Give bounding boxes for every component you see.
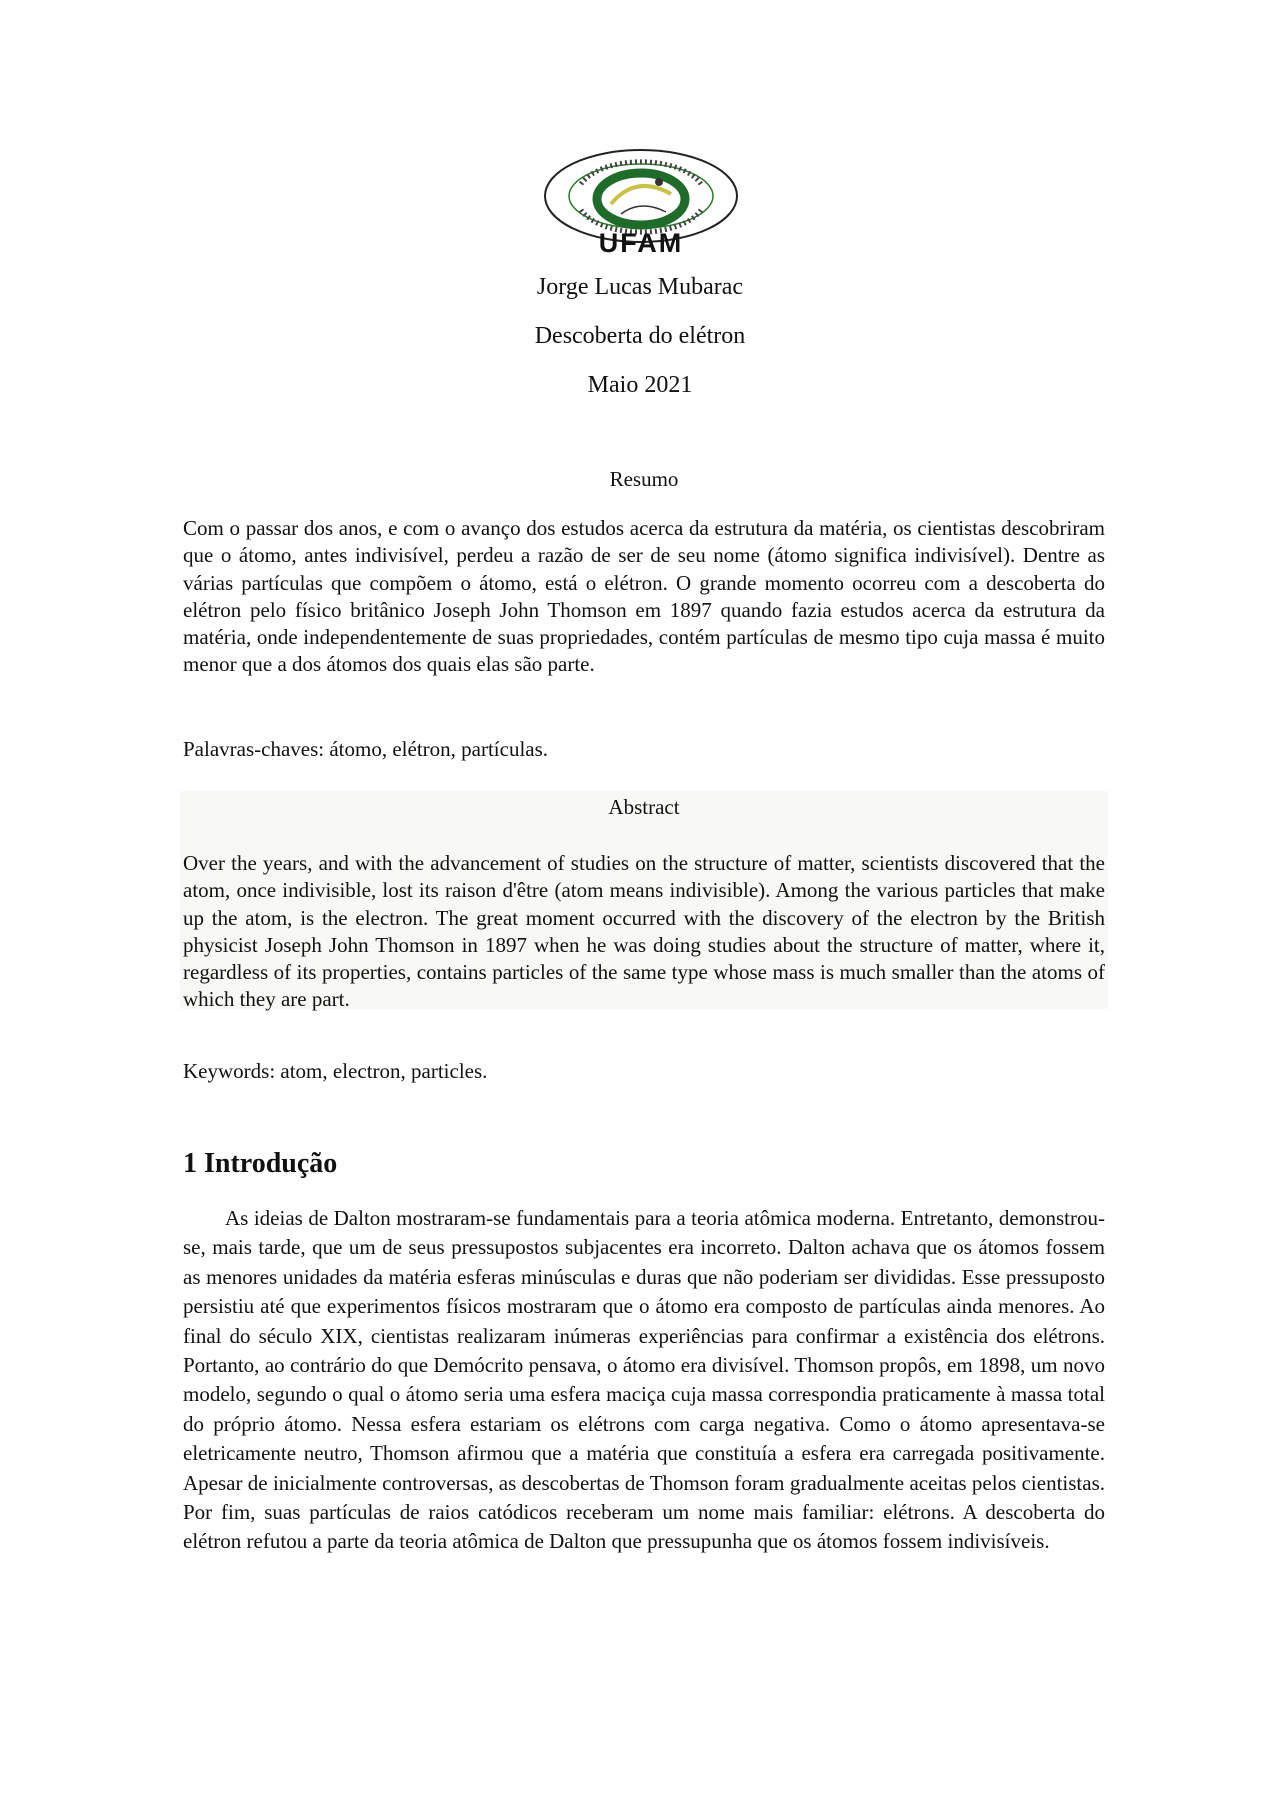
author-name: Jorge Lucas Mubarac [536, 274, 744, 300]
resumo-heading: Resumo [609, 467, 679, 491]
resumo-keywords: Palavras-chaves: átomo, elétron, partículas. [183, 737, 549, 761]
abstract-keywords: Keywords: atom, electron, particles. [183, 1059, 488, 1083]
paper-date: Maio 2021 [587, 372, 693, 398]
abstract-heading: Abstract [608, 795, 680, 819]
resumo-body: Com o passar dos anos, e com o avanço dos estudos acerca da estrutura da matéria, os cientistas descobriram que o átomo, antes indivisível, perdeu a razão de ser de seu nome (átomo significa indivisível). Dentre as várias partículas que compõem o átomo, está o elétron. O grande momento ocorreu com a descoberta do elétron pelo físico britânico Joseph John Thomson em 1897 quando fazia estudos acerca da estrutura da matéria, onde independentemente de suas propriedades, contém partículas de mesmo tipo cuja massa é muito menor que a dos átomos dos quais elas são parte. [183, 516, 1105, 677]
abstract-body: Over the years, and with the advancement of studies on the structure of matter, scientists discovered that the atom, once indivisible, lost its raison d'être (atom means indivisible). Among the various particles that make up the atom, is the electron. The great moment occurred with the discovery of the electron by the British physicist Joseph John Thomson in 1897 when he was doing studies about the structure of matter, where it, regardless of its properties, contains particles of the same type whose mass is much smaller than the atoms of which they are part. [183, 851, 1105, 1012]
section-heading-introduction: 1 Introdução [183, 1148, 338, 1179]
introduction-body: As ideias de Dalton mostraram-se fundamentais para a teoria atômica moderna. Entretanto, demonstrou-se, mais tarde, que um de seus pressupostos subjacentes era incorreto. Dalton achava que os átomos fossem as menores unidades da matéria esferas minúsculas e duras que não poderiam ser divididas. Esse pressuposto persistiu até que experimentos físicos mostraram que o átomo era composto de partículas ainda menores. Ao final do século XIX, cientistas realizaram inúmeras experiências para confirmar a existência dos elétrons. Portanto, ao contrário do que Demócrito pensava, o átomo era divisível. Thomson propôs, em 1898, um novo modelo, segundo o qual o átomo seria uma esfera maciça cuja massa correspondia praticamente à massa total do próprio átomo. Nessa esfera estariam os elétrons com carga negativa. Como o átomo apresentava-se eletricamente neutro, Thomson afirmou que a matéria que constituía a esfera era carregada positivamente. Apesar de inicialmente controversas, as descobertas de Thomson foram gradualmente aceitas pelos cientistas. Por fim, suas partículas de raios catódicos receberam um nome mais familiar: elétrons. A descoberta do elétron refutou a parte da teoria atômica de Dalton que pressupunha que os átomos fossem indivisíveis. [183, 1206, 1105, 1554]
paper-title: Descoberta do elétron [534, 323, 746, 349]
logo-wordmark: UFAM [598, 228, 684, 258]
